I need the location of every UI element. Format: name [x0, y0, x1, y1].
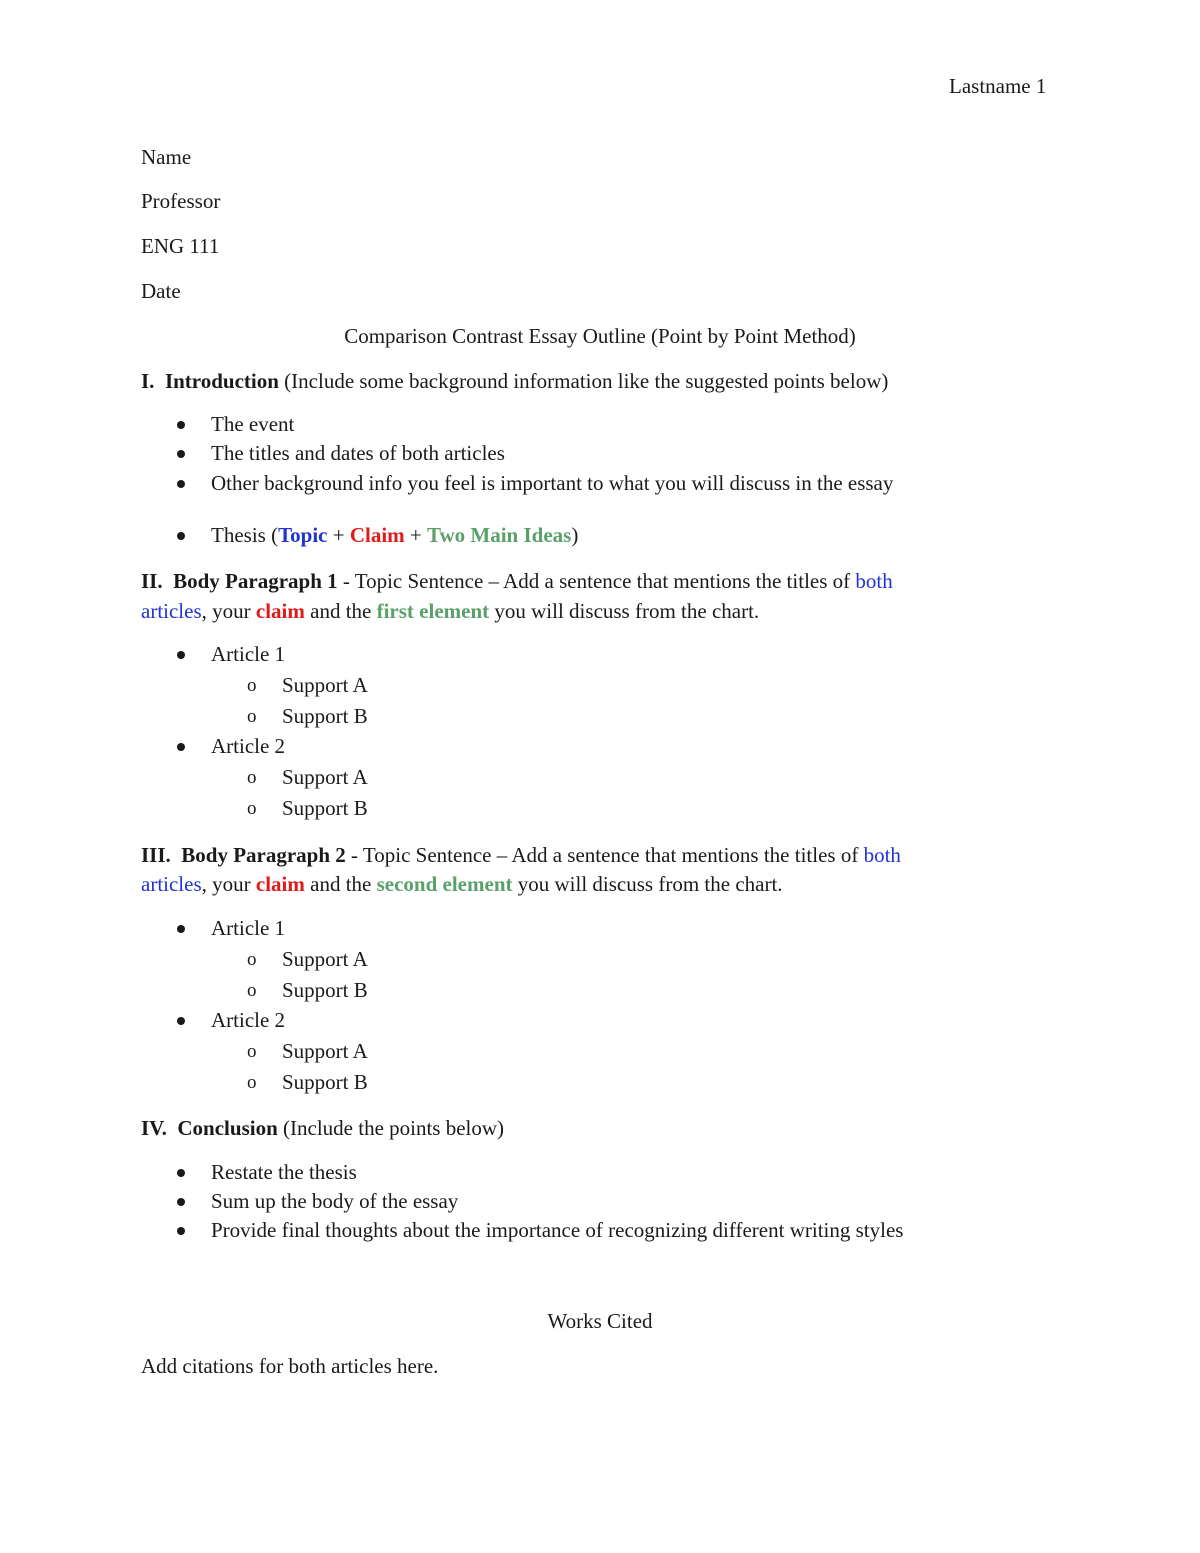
bullet-icon: [177, 480, 185, 488]
body1-support: Support A: [282, 673, 368, 697]
body1-text: and the: [304, 599, 377, 623]
conclusion-bullet: Provide final thoughts about the importance of recognizing different writing styles: [211, 1218, 904, 1242]
body2-instruction: - Topic Sentence – Add a sentence that mentions the titles of: [345, 843, 864, 867]
body1-support: Support A: [282, 765, 368, 789]
thesis-plus: +: [404, 523, 428, 547]
course-name: ENG 111: [141, 234, 220, 258]
sub-bullet-icon: o: [247, 706, 257, 727]
body2-support: Support B: [282, 1070, 368, 1094]
body1-numeral: II.: [141, 569, 163, 593]
body2-claim: claim: [255, 872, 305, 896]
body2-article: Article 2: [211, 1008, 286, 1032]
works-cited-heading: Works Cited: [547, 1309, 653, 1333]
page-header: Lastname 1: [949, 74, 1047, 98]
body2-article: Article 1: [211, 916, 286, 940]
bullet-icon: [177, 1169, 185, 1177]
bullet-icon: [177, 450, 185, 458]
sub-bullet-icon: o: [247, 675, 257, 696]
body2-heading: Body Paragraph 2: [181, 843, 346, 867]
sub-bullet-icon: o: [247, 767, 257, 788]
conclusion-bullet: Sum up the body of the essay: [211, 1189, 459, 1213]
body2-support: Support B: [282, 978, 368, 1002]
intro-heading: Introduction: [164, 369, 279, 393]
body1-article: Article 1: [211, 642, 286, 666]
body1-both: both: [855, 569, 893, 593]
body2-numeral: III.: [141, 843, 171, 867]
body1-articles: articles: [141, 599, 202, 623]
thesis-topic: Topic: [278, 523, 328, 547]
intro-numeral: I.: [141, 369, 155, 393]
bullet-icon: [177, 1017, 185, 1025]
bullet-icon: [177, 743, 185, 751]
document-title: Comparison Contrast Essay Outline (Point by Point Method): [344, 324, 856, 348]
date: Date: [141, 279, 181, 303]
thesis-claim: Claim: [349, 523, 405, 547]
conclusion-note: (Include the points below): [283, 1116, 505, 1140]
body2-text: , your: [201, 872, 256, 896]
body2-instruction-line2: [141, 872, 783, 897]
body1-article: Article 2: [211, 734, 286, 758]
intro-heading-line: [141, 369, 888, 394]
professor-name: Professor: [141, 189, 221, 213]
body2-text: you will discuss from the chart.: [512, 872, 783, 896]
bullet-icon: [177, 651, 185, 659]
intro-bullet: The titles and dates of both articles: [211, 441, 505, 465]
body2-support: Support A: [282, 947, 368, 971]
student-name: Name: [141, 145, 192, 169]
body1-support: Support B: [282, 796, 368, 820]
sub-bullet-icon: o: [247, 980, 257, 1001]
sub-bullet-icon: o: [247, 1041, 257, 1062]
thesis-label: Thesis (: [211, 523, 279, 547]
bullet-icon: [177, 1198, 185, 1206]
conclusion-numeral: IV.: [141, 1116, 167, 1140]
body1-instruction: - Topic Sentence – Add a sentence that mentions the titles of: [337, 569, 856, 593]
body1-text: you will discuss from the chart.: [489, 599, 760, 623]
body2-support: Support A: [282, 1039, 368, 1063]
body2-articles: articles: [141, 872, 202, 896]
bullet-icon: [177, 532, 185, 540]
thesis-ideas: Two Main Ideas: [427, 523, 572, 547]
body1-instruction-line2: [141, 599, 759, 624]
intro-note: (Include some background information like the suggested points below): [284, 369, 889, 393]
intro-bullet: The event: [211, 412, 295, 436]
thesis-plus: +: [327, 523, 350, 547]
sub-bullet-icon: o: [247, 949, 257, 970]
conclusion-bullet: Restate the thesis: [211, 1160, 357, 1184]
body1-claim: claim: [255, 599, 305, 623]
sub-bullet-icon: o: [247, 1072, 257, 1093]
conclusion-heading-line: [141, 1116, 504, 1141]
sub-bullet-icon: o: [247, 798, 257, 819]
thesis-close: ): [571, 523, 579, 547]
bullet-icon: [177, 421, 185, 429]
body2-element: second element: [376, 872, 513, 896]
body1-heading: Body Paragraph 1: [173, 569, 338, 593]
intro-bullet: Other background info you feel is important to what you will discuss in the essay: [211, 471, 894, 495]
bullet-icon: [177, 925, 185, 933]
works-cited-text: Add citations for both articles here.: [141, 1354, 439, 1378]
bullet-icon: [177, 1227, 185, 1235]
body1-heading-line: [141, 569, 893, 594]
conclusion-heading: Conclusion: [177, 1116, 278, 1140]
body2-text: and the: [304, 872, 377, 896]
body1-element: first element: [376, 599, 490, 623]
body2-heading-line: [141, 843, 901, 868]
body1-text: , your: [201, 599, 256, 623]
thesis-line: [211, 523, 578, 548]
body1-support: Support B: [282, 704, 368, 728]
body2-both: both: [863, 843, 901, 867]
